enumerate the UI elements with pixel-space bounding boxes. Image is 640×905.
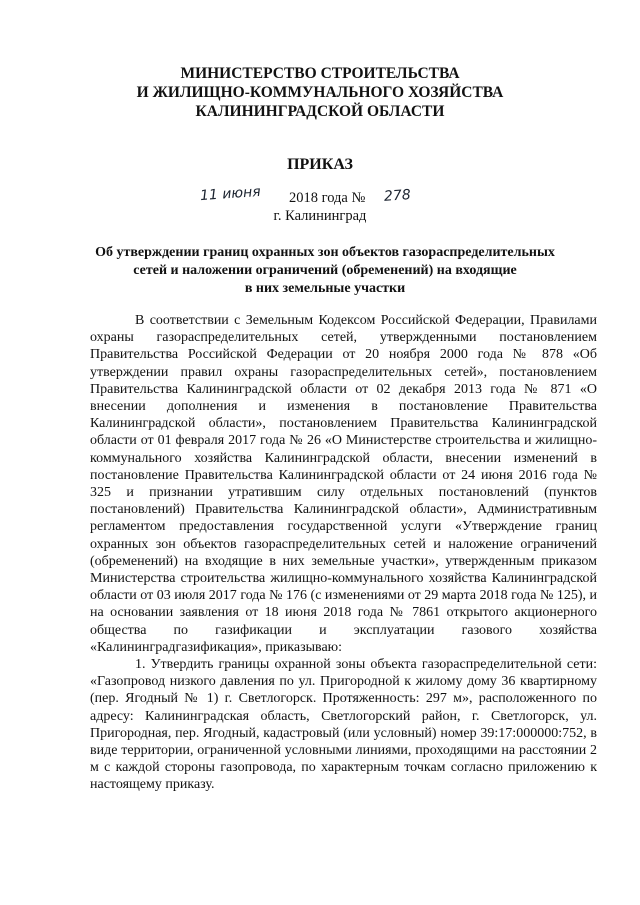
order-subject (90, 244, 560, 298)
handwritten-number: 278 (383, 187, 412, 205)
ministry-header-line1: МИНИСТЕРСТВО СТРОИТЕЛЬСТВА (180, 65, 460, 82)
ministry-header (0, 64, 640, 121)
subject-line2: сетей и наложении ограничений (обременений) на входящие (133, 263, 517, 278)
order-year-text: 2018 года № (289, 190, 366, 206)
ministry-header-line3: КАЛИНИНГРАДСКОЙ ОБЛАСТИ (195, 103, 445, 120)
handwritten-date: 11 июня (199, 183, 262, 205)
ministry-header-line2: И ЖИЛИЩНО-КОММУНАЛЬНОГО ХОЗЯЙСТВА (136, 84, 504, 101)
subject-line1: Об утверждении границ охранных зон объектов газораспределительных (95, 245, 555, 260)
subject-line3: в них земельные участки (244, 281, 406, 296)
body-paragraph-preamble: В соответствии с Земельным Кодексом Российской Федерации, Правилами охраны газораспределительных сетей, утвержденными постановлением Правительства Российской Федерации от 20 ноября 2000 года № 878 «Об утверждении правил охраны газораспределительных сетей», постановлением Правительства Калининградской области от 02 декабря 2013 года № 871 «О внесении дополнения и изменения в постановление Правительства Калининградской области», постановлением Правительства Калининградской области от 01 февраля 2017 года № 26 «О Министерстве строительства и жилищно-коммунального хозяйства Калининградской области, внесении изменений в постановление Правительства Калининградской области от 24 июня 2016 года № 325 и признании утратившим силу отдельных постановлений (пунктов постановлений) Правительства Калининградской области», Административным регламентом предоставления государственной услуги «Утверждение границ охранных зон объектов газораспределительных сетей и наложение ограничений (обременений) на входящие в них земельные участки», утвержденным приказом Министерства строительства жилищно-коммунального хозяйства Калининградской области от 03 июля 2017 года № 176 (с изменениями от 29 марта 2018 года № 125), и на основании заявления от 18 июня 2018 года № 7861 открытого акционерного общества по газификации и эксплуатации газового хозяйства «Калининградгазификация», приказываю: (90, 313, 597, 655)
body-paragraph-item-1: 1. Утвердить границы охранной зоны объекта газораспределительной сети: «Газопровод низкого давления по ул. Пригородной к жилому дому 36 квартирному (пер. Ягодный № 1) г. Светлогорск. Протяженность: 297 м», расположенного по адресу: Калининградская область, Светлогорский район, г. Светлогорск, ул. Пригородная, пер. Ягодный, кадастровый (или условный) номер 39:17:000000:752, в виде территории, ограниченной условными линиями, проходящими на расстоянии 2 м с каждой стороны газопровода, по характерным точкам согласно приложению к настоящему приказу. (90, 657, 597, 793)
order-date-line (289, 190, 365, 207)
order-body (90, 312, 597, 794)
order-city: г. Калининград (273, 208, 367, 224)
order-title: ПРИКАЗ (287, 156, 353, 173)
